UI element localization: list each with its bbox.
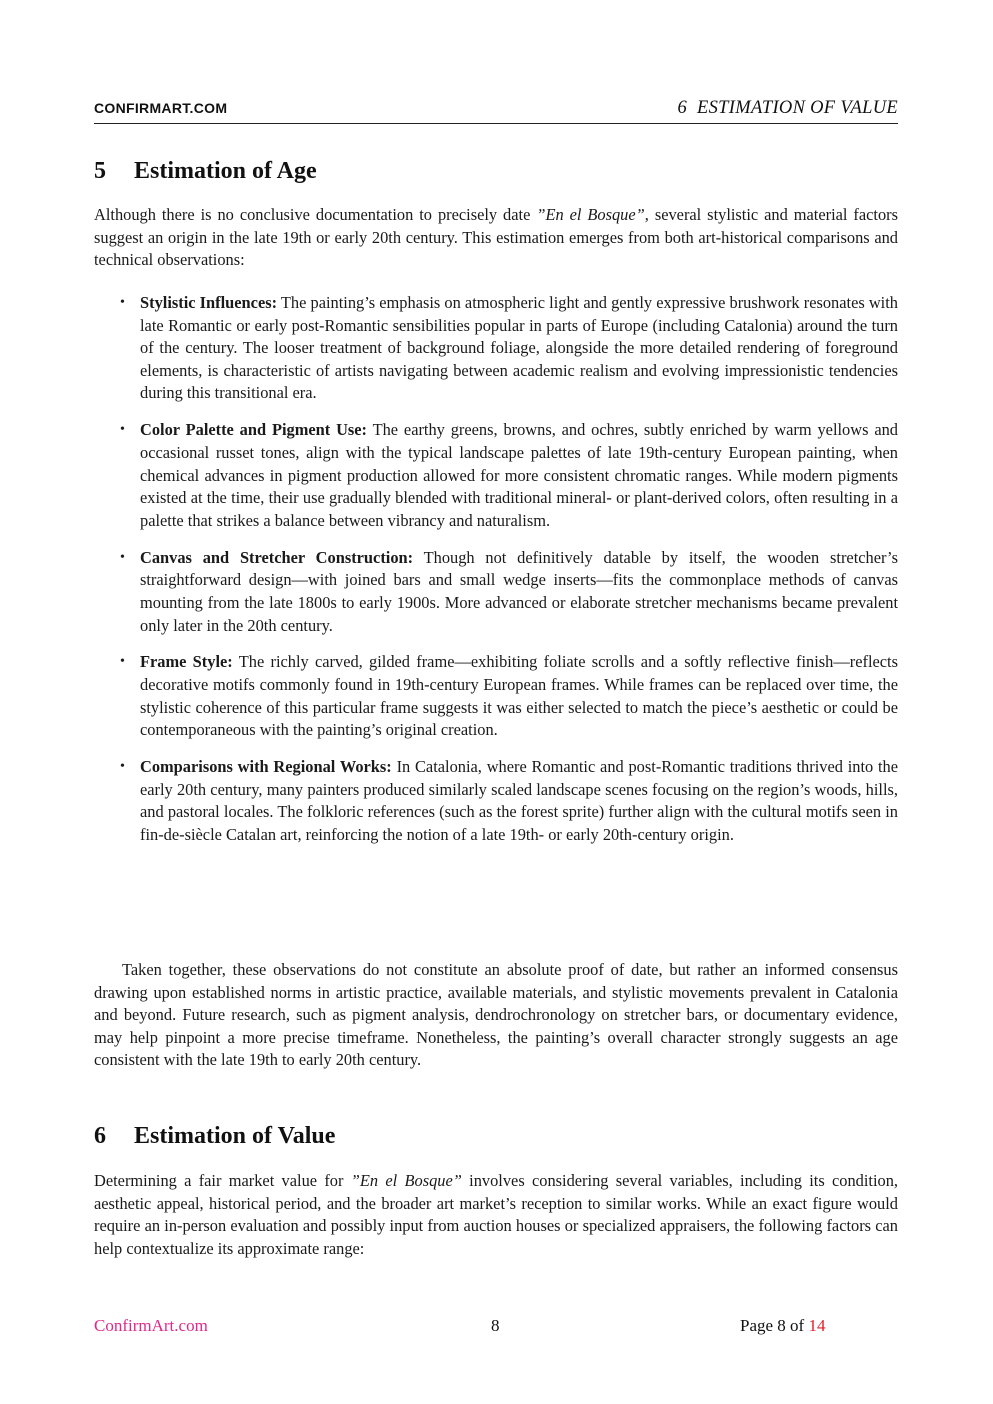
list-item [94, 651, 898, 741]
running-head-title: ESTIMATION OF VALUE [697, 98, 898, 118]
bullet-text: The richly carved, gilded frame—exhibiting foliate scrolls and a softly reflective finish—reflects decorative motifs commonly found in 19th-century European frames. While frames can be replaced over time, the stylistic coherence of this particular frame suggests it was either selected to match the piece’s aesthetic or could be contemporaneous with the painting’s original creation. [140, 652, 898, 740]
intro-text: Determining a fair market value for [94, 1171, 351, 1190]
section-title: Estimation of Value [134, 1123, 336, 1149]
section-title: Estimation of Age [134, 158, 317, 184]
age-factor-list [94, 292, 898, 861]
page-footer [94, 1316, 898, 1338]
list-item [94, 292, 898, 405]
bullet-label: Comparisons with Regional Works: [140, 757, 392, 777]
list-item [94, 547, 898, 637]
bullet-icon: • [120, 654, 125, 670]
bullet-text: Though not definitively datable by itself, the wooden stretcher’s straightforward design—with joined bars and small wedge inserts—fits the commonplace methods of canvas mounting from the late 1800s to early 1900s. More advanced or elaborate stretcher mechanisms became prevalent only later in the 20th century. [140, 547, 898, 635]
bullet-label: Canvas and Stretcher Construction: [140, 547, 414, 567]
page-total-link[interactable]: 14 [808, 1316, 826, 1335]
bullet-icon: • [120, 759, 125, 775]
section-heading-value [94, 1123, 335, 1150]
running-head-number: 6 [677, 98, 688, 118]
bullet-label: Stylistic Influences: [140, 293, 278, 312]
list-item [94, 419, 898, 532]
intro-text-cont: , several stylistic and material factors suggest an origin in the late 19th or early 20th century. This estimation emerges from both art-historical comparisons and technical observations: [94, 205, 899, 270]
bullet-icon: • [120, 422, 125, 438]
bullet-text: The painting’s emphasis on atmospheric light and gently expressive brushwork resonates with late Romantic or early post-Romantic sensibilities popular in parts of Europe (including Catalonia) around the turn of the century. The looser treatment of background foliage, alongside the more detailed rendering of foreground elements, is characteristic of artists navigating between academic realism and evolving impressionistic tendencies during this transitional era. [140, 293, 898, 403]
page-of-label: Page 8 of [740, 1316, 809, 1335]
section-number: 6 [94, 1123, 106, 1149]
age-intro-paragraph [94, 204, 898, 272]
value-intro-paragraph [94, 1170, 898, 1260]
confirmart-logo: CONFIRMART.COM [94, 100, 228, 116]
footer-page-of [740, 1316, 825, 1336]
section-heading-age [94, 158, 317, 185]
page-header [94, 98, 898, 124]
intro-text: Although there is no conclusive documentation to precisely date [94, 205, 537, 224]
running-head [677, 98, 898, 119]
section-number: 5 [94, 158, 106, 184]
painting-title: ”En el Bosque” [350, 1171, 462, 1190]
bullet-icon: • [120, 549, 125, 565]
footer-page-number: 8 [491, 1316, 500, 1335]
intro-text-cont: involves considering several variables, including its condition, aesthetic appeal, historical period, and the broader art market’s reception to similar works. While an exact figure would require an in-person evaluation and possibly input from auction houses or specialized appraisers, the following factors can help contextualize its approximate range: [94, 1171, 899, 1258]
bullet-label: Frame Style: [140, 652, 233, 672]
bullet-label: Color Palette and Pigment Use: [140, 420, 368, 440]
painting-title: ”En el Bosque” [536, 205, 645, 224]
bullet-text: In Catalonia, where Romantic and post-Romantic traditions thrived into the early 20th century, many painters produced similarly scaled landscape scenes focusing on the region’s woods, hills, and pastoral locales. The folkloric references (such as the forest sprite) further align with the cultural motifs seen in fin-de-siècle Catalan art, reinforcing the notion of a late 19th- or early 20th-century origin. [140, 757, 899, 845]
age-conclusion-paragraph: Taken together, these observations do not constitute an absolute proof of date, but rather an informed consensus drawing upon established norms in artistic practice, available materials, and stylistic movements prevalent in Catalonia and beyond. Future research, such as pigment analysis, dendrochronology on stretcher bars, or documentary evidence, may help pinpoint a more precise timeframe. Nonetheless, the painting’s overall character strongly suggests an age consistent with the late 19th to early 20th century. [94, 960, 898, 1070]
bullet-text: The earthy greens, browns, and ochres, subtly enriched by warm yellows and occasional russet tones, align with the typical landscape palettes of late 19th-century European painting, when chemical advances in pigment production allowed for more consistent chromatic ranges. While modern pigments existed at the time, their use gradually blended with traditional mineral- or plant-derived colors, often resulting in a palette that strikes a balance between vibrancy and naturalism. [140, 420, 898, 530]
list-item [94, 756, 898, 846]
footer-site-link[interactable]: ConfirmArt.com [94, 1316, 208, 1335]
bullet-icon: • [120, 295, 125, 310]
